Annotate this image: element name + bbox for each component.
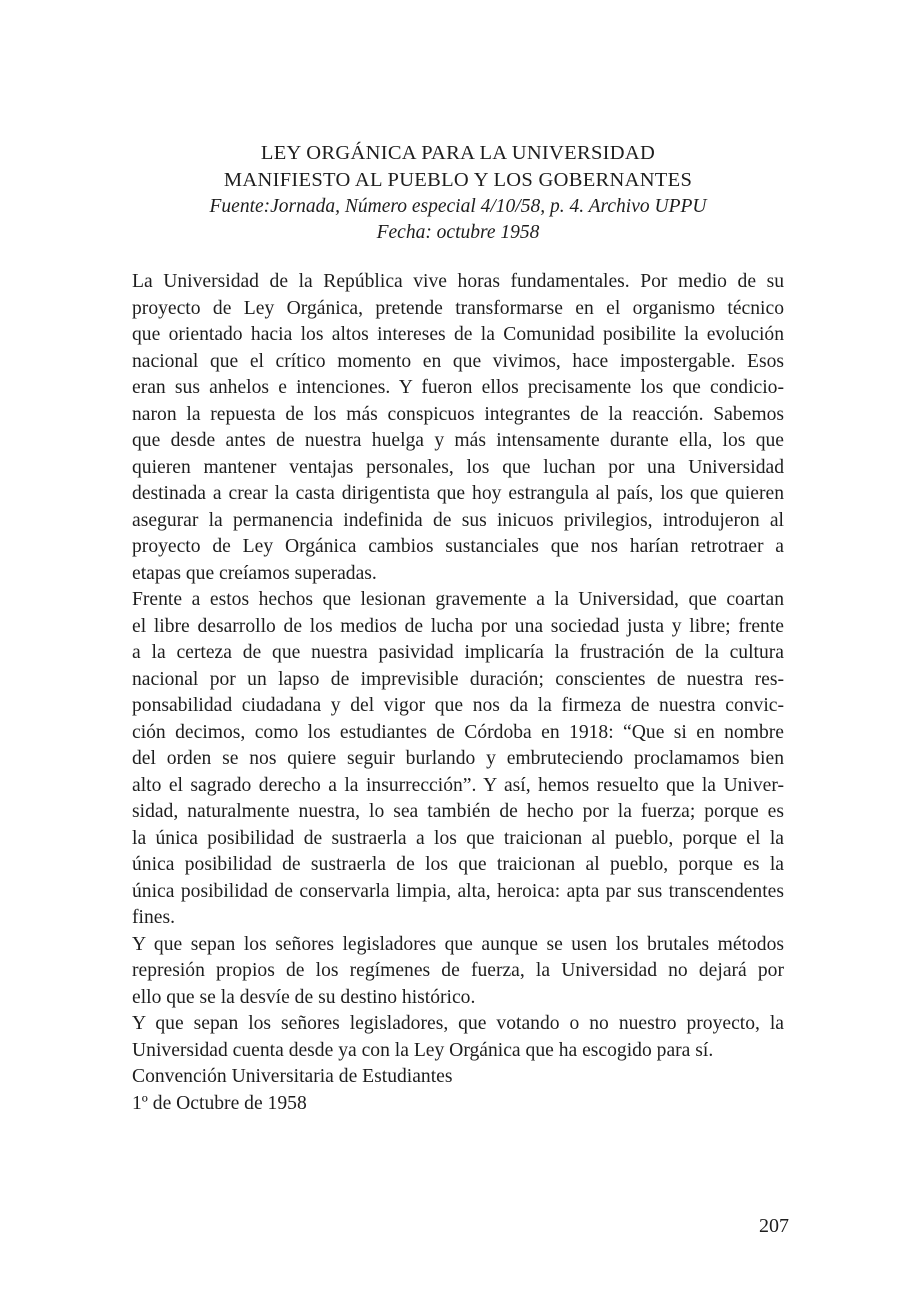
text-line: que desde antes de nuestra huelga y más intensamente durante ella, los que [132, 430, 784, 451]
text-line: el libre desarrollo de los medios de lucha por una sociedad justa y libre; frente [132, 615, 784, 637]
text-line: fines. [132, 907, 175, 928]
body-text [132, 269, 784, 1117]
source-citation: Fuente:Jornada, Número especial 4/10/58, p. 4. Archivo UPPU [209, 196, 707, 217]
text-line: ponsabilidad ciudadana y del vigor que nos da la firmeza de nuestra convic- [132, 695, 784, 716]
text-line: etapas que creíamos superadas. [132, 562, 377, 584]
text-line: que orientado hacia los altos intereses de la Comunidad posibilite la evolución [132, 324, 784, 345]
text-line: asegurar la permanencia indefinida de sus inicuos privilegios, introdujeron al [132, 509, 784, 531]
document-date: Fecha: octubre 1958 [376, 222, 540, 243]
text-line: destinada a crear la casta dirigentista que hoy estrangula al país, los que quieren [132, 483, 784, 504]
text-line: nacional que el crítico momento en que vivimos, hace impostergable. Esos [132, 350, 784, 372]
text-line: alto el sagrado derecho a la insurrección”. Y así, hemos resuelto que la Univer- [132, 774, 784, 796]
title-line-1: LEY ORGÁNICA PARA LA UNIVERSIDAD [260, 142, 656, 164]
signature-date: 1º de Octubre de 1958 [132, 1092, 307, 1114]
text-line: proyecto de Ley Orgánica, pretende transformarse en el organismo técnico [132, 297, 784, 319]
text-line: del orden se nos quiere seguir burlando y embruteciendo proclamamos bien [132, 748, 784, 769]
text-line: única posibilidad de sustraerla de los que traicionan al pueblo, porque es la [132, 854, 784, 875]
title-line-2: MANIFIESTO AL PUEBLO Y LOS GOBERNANTES [223, 169, 693, 191]
text-line: eran sus anhelos e intenciones. Y fueron ellos precisamente los que condicio- [132, 377, 784, 398]
text-line: única posibilidad de conservarla limpia, alta, heroica: apta par sus transcendentes [132, 880, 784, 902]
text-line: la única posibilidad de sustraerla a los que traicionan al pueblo, porque el la [132, 827, 784, 849]
text-line: ción decimos, como los estudiantes de Córdoba en 1918: “Que si en nombre [132, 721, 784, 743]
signature: Convención Universitaria de Estudiantes [132, 1066, 453, 1087]
document-header [132, 140, 784, 246]
text-line: ello que se la desvíe de su destino histórico. [132, 986, 476, 1008]
text-line: naron la repuesta de los más conspicuos integrantes de la reacción. Sabemos [132, 403, 784, 425]
text-line: proyecto de Ley Orgánica cambios sustanciales que nos harían retrotraer a [132, 536, 784, 557]
page-number: 207 [759, 1215, 789, 1237]
paragraph-1 [132, 269, 784, 587]
text-line: nacional por un lapso de imprevisible duración; conscientes de nuestra res- [132, 668, 784, 690]
text-line: Universidad cuenta desde ya con la Ley Orgánica que ha escogido para sí. [132, 1039, 714, 1061]
paragraph-3 [132, 932, 784, 1012]
text-line: represión propios de los regímenes de fuerza, la Universidad no dejará por [132, 960, 784, 981]
text-line: quieren mantener ventajas personales, los que luchan por una Universidad [132, 456, 784, 478]
text-line: sidad, naturalmente nuestra, lo sea también de hecho por la fuerza; porque es [132, 801, 784, 822]
text-line: a la certeza de que nuestra pasividad implicaría la frustración de la cultura [132, 642, 784, 663]
paragraph-2 [132, 587, 784, 932]
paragraph-4 [132, 1011, 784, 1064]
text-line: Frente a estos hechos que lesionan gravemente a la Universidad, que coartan [132, 589, 784, 610]
text-line: La Universidad de la República vive horas fundamentales. Por medio de su [132, 271, 784, 292]
text-line: Y que sepan los señores legisladores que aunque se usen los brutales métodos [132, 933, 784, 955]
text-line: Y que sepan los señores legisladores, que votando o no nuestro proyecto, la [132, 1013, 784, 1034]
